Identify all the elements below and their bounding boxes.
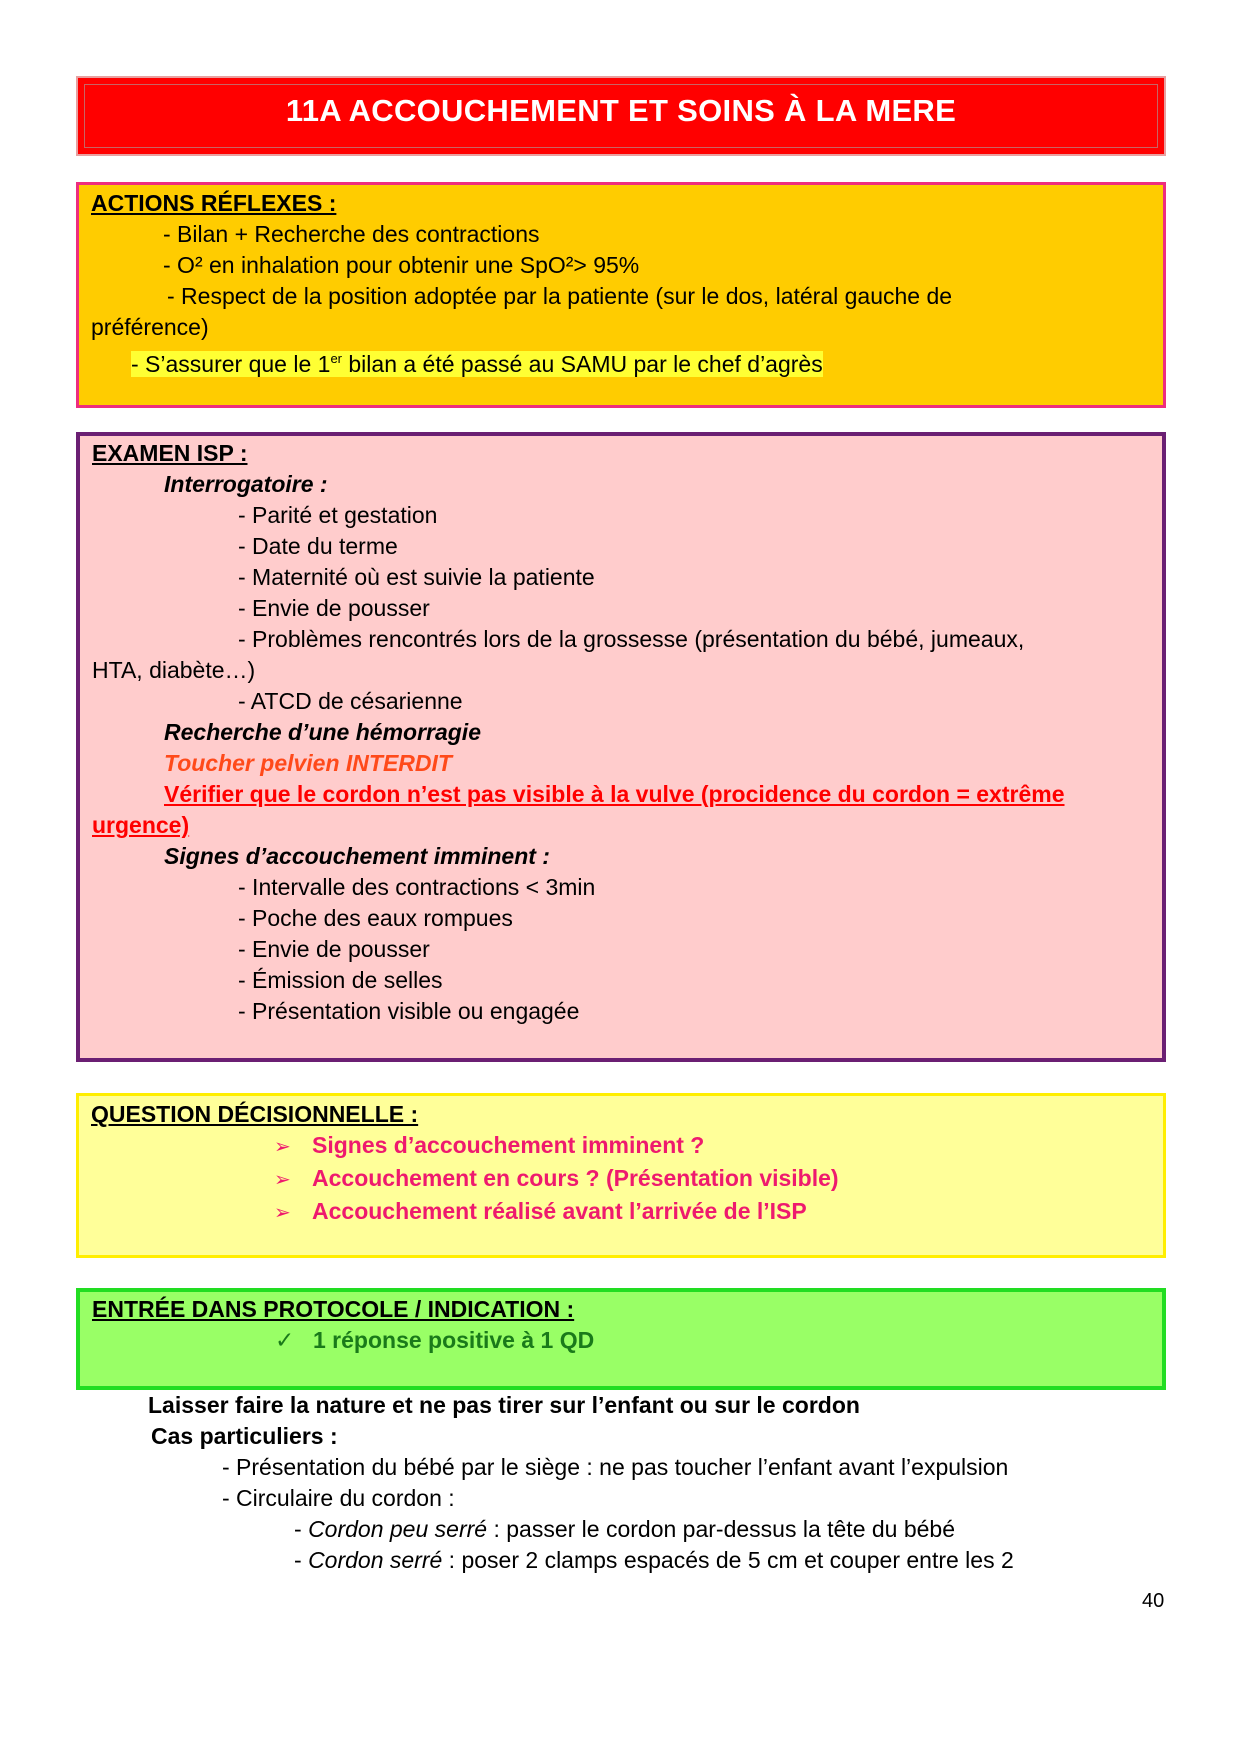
signe-item: - Émission de selles [238,967,443,993]
highlight-sup: er [330,351,342,366]
particular-cases-section [0,1390,1241,1576]
atcd-item: - ATCD de césarienne [238,688,463,714]
page-number: 40 [1142,1590,1165,1612]
question-heading: QUESTION DÉCISIONNELLE : [91,1101,419,1127]
page-title: 11A ACCOUCHEMENT ET SOINS À LA MERE [285,93,957,128]
siege-item: - Présentation du bébé par le siège : ne pas toucher l’enfant avant l’expulsion [222,1454,1009,1480]
entry-heading: ENTRÉE DANS PROTOCOLE / INDICATION : [92,1296,575,1322]
hemorragie-label: Recherche d’une hémorragie [164,719,481,745]
exam-heading: EXAMEN ISP : [92,440,248,466]
question-item [91,1163,1153,1196]
interrogatoire-item: - Parité et gestation [238,502,438,528]
interrogatoire-item: - Date du terme [238,533,398,559]
signe-item: - Intervalle des contractions < 3min [238,874,596,900]
question-item [91,1196,1153,1229]
title-banner [76,76,1166,156]
interrogatoire-item: - Problèmes rencontrés lors de la grossesse (présentation du bébé, jumeaux, [238,626,1025,652]
cordon-warning-continuation: urgence) [92,812,190,838]
action-highlight-line [91,343,1153,380]
entree-protocole-box [76,1288,1166,1390]
entry-item [92,1325,1152,1356]
toucher-warning: Toucher pelvien INTERDIT [164,750,452,776]
signes-label: Signes d’accouchement imminent : [164,843,550,869]
highlight-pre: - S’assurer que le 1 [131,351,331,377]
cas-particuliers-label: Cas particuliers : [151,1423,338,1449]
signe-item: - Présentation visible ou engagée [238,998,580,1024]
cordon-warning: Vérifier que le cordon n’est pas visible à la vulve (procidence du cordon = extrême [164,781,1065,807]
signe-item: - Poche des eaux rompues [238,905,513,931]
actions-reflexes-box [76,182,1166,408]
question-item-text: Signes d’accouchement imminent ? [312,1132,705,1158]
interrogatoire-item: - Envie de pousser [238,595,430,621]
nature-instruction: Laisser faire la nature et ne pas tirer sur l’enfant ou sur le cordon [148,1392,860,1418]
cordon-serre-label: Cordon serré [308,1547,443,1573]
signe-item: - Envie de pousser [238,936,430,962]
action-item: - Bilan + Recherche des contractions [163,221,540,247]
examen-isp-box [76,432,1166,1062]
entry-item-text: 1 réponse positive à 1 QD [313,1327,595,1353]
circulaire-item: - Circulaire du cordon : [222,1485,455,1511]
interrogatoire-label: Interrogatoire : [164,471,328,497]
highlight-post: bilan a été passé au SAMU par le chef d’agrès [342,351,823,377]
cordon-serre-text: : poser 2 clamps espacés de 5 cm et couper entre les 2 [442,1547,1014,1573]
cordon-peu-serre-text: : passer le cordon par-dessus la tête du bébé [487,1516,956,1542]
cordon-peu-serre-item: - Cordon peu serré : passer le cordon par-dessus la tête du bébé [294,1516,956,1542]
interrogatoire-item: - Maternité où est suivie la patiente [238,564,595,590]
question-item [91,1130,1153,1163]
checkmark-icon: ✓ [275,1327,295,1353]
interrogatoire-continuation: HTA, diabète…) [92,657,256,683]
action-item: - O² en inhalation pour obtenir une SpO²> 95% [163,252,640,278]
actions-heading: ACTIONS RÉFLEXES : [91,190,337,216]
question-item-text: Accouchement réalisé avant l’arrivée de l’ISP [312,1198,807,1224]
action-item: - Respect de la position adoptée par la patiente (sur le dos, latéral gauche de [167,283,953,309]
arrow-bullet-icon: ➢ [274,1169,291,1191]
cordon-serre-item: - Cordon serré : poser 2 clamps espacés de 5 cm et couper entre les 2 [294,1547,1014,1573]
question-decisionnelle-box [76,1093,1166,1258]
action-item-continuation: préférence) [91,314,209,340]
highlighted-text [131,351,823,377]
arrow-bullet-icon: ➢ [274,1202,291,1224]
arrow-bullet-icon: ➢ [274,1136,291,1158]
question-item-text: Accouchement en cours ? (Présentation visible) [312,1165,839,1191]
cordon-peu-serre-label: Cordon peu serré [308,1516,488,1542]
